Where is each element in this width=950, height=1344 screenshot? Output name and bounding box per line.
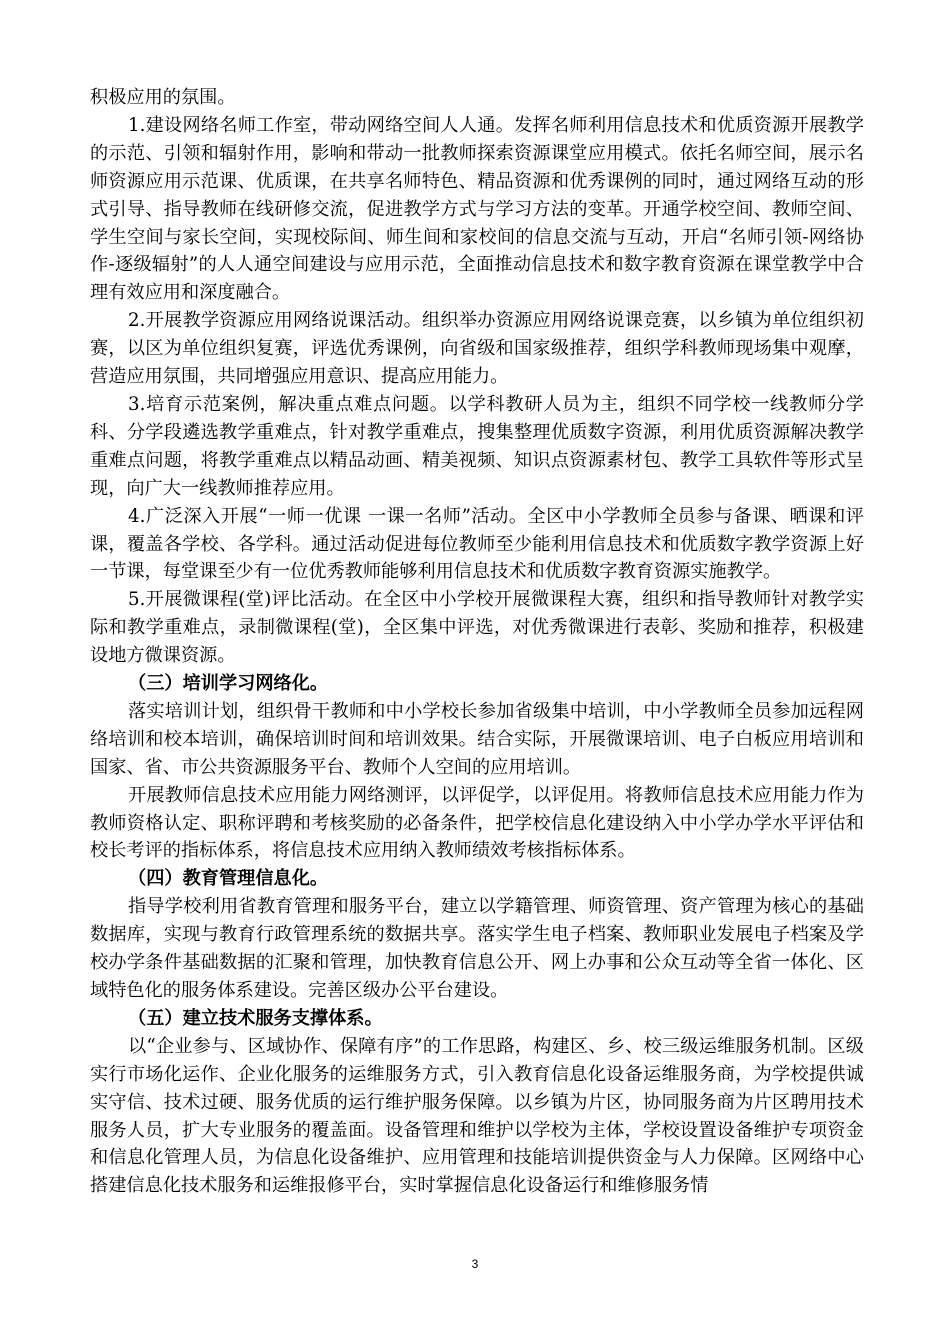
paragraph: 5.开展微课程(堂)评比活动。在全区中小学校开展微课程大赛，组织和指导教师针对教学实际和教学重难点，录制微课程(堂)，全区集中评选，对优秀微课进行表彰、奖励和推荐，积极建设地方微课资源。 — [90, 589, 864, 667]
paragraph: 4.广泛深入开展“一师一优课 一课一名师”活动。全区中小学教师全员参与备课、晒课和评课，覆盖各学校、各学科。通过活动促进每位教师至少能利用信息技术和优质数字教学资源上好一节课，每堂课至少有一位优秀教师能够利用信息技术和优质数字教育资源实施教学。 — [90, 505, 864, 583]
paragraph: 落实培训计划，组织骨干教师和中小学校长参加省级集中培训，中小学教师全员参加远程网络培训和校本培训，确保培训时间和培训效果。结合实际，开展微课培训、电子白板应用培训和国家、省、市公共资源服务平台、教师个人空间的应用培训。 — [90, 700, 864, 778]
paragraph: 积极应用的氛围。 — [90, 87, 236, 108]
page-number: 3 — [471, 1257, 479, 1271]
paragraph: 3.培育示范案例，解决重点难点问题。以学科教研人员为主，组织不同学校一线教师分学科、分学段遴选教学重难点，针对教学重难点，搜集整理优质数字资源，利用优质资源解决教学重难点问题，将教学重难点以精品动画、精美视频、知识点资源素材包、教学工具软件等形式呈现，向广大一线教师推荐应用。 — [90, 393, 864, 499]
paragraph: 指导学校利用省教育管理和服务平台，建立以学籍管理、师资管理、资产管理为核心的基础数据库，实现与教育行政管理系统的数据共享。落实学生电子档案、教师职业发展电子档案及学校办学条件基础数据的汇聚和管理，加快教育信息公开、网上办事和公众互动等全省一体化、区域特色化的服务体系建设。完善区级办公平台建设。 — [90, 896, 864, 1001]
section-heading: （五）建立技术服务支撑体系。 — [128, 1007, 383, 1029]
section-heading: （三）培训学习网络化。 — [128, 673, 329, 695]
section-heading: （四）教育管理信息化。 — [128, 868, 329, 890]
paragraph: 1.建设网络名师工作室，带动网络空间人人通。发挥名师利用信息技术和优质资源开展教学的示范、引领和辐射作用，影响和带动一批教师探索资源课堂应用模式。依托名师空间，展示名师资源应用示范课、优质课，在共享名师特色、精品资源和优秀课例的同时，通过网络互动的形式引导、指导教师在线研修交流，促进教学方式与学习方法的变革。开通学校空间、教师空间、学生空间与家长空间，实现校际间、师生间和家校间的信息交流与互动，开启“名师引领-网络协作-逐级辐射”的人人通空间建设与应用示范，全面推动信息技术和数字教育资源在课堂教学中合理有效应用和深度融合。 — [90, 114, 864, 304]
paragraph: 以“企业参与、区域协作、保障有序”的工作思路，构建区、乡、校三级运维服务机制。区级实行市场化运作、企业化服务的运维服务方式，引入教育信息化设备运维服务商，为学校提供诚实守信、技术过硬、服务优质的运行维护服务保障。以乡镇为片区，协同服务商为片区聘用技术服务人员，扩大专业服务的覆盖面。设备管理和维护以学校为主体，学校设置设备维护专项资金和信息化管理人员，为信息化设备维护、应用管理和技能培训提供资金与人力保障。区网络中心搭建信息化技术服务和运维报修平台，实时掌握信息化设备运行和维修服务情 — [90, 1035, 864, 1197]
paragraph: 开展教师信息技术应用能力网络测评，以评促学，以评促用。将教师信息技术应用能力作为教师资格认定、职称评聘和考核奖励的必备条件，把学校信息化建设纳入中小学办学水平评估和校长考评的指标体系，将信息技术应用纳入教师绩效考核指标体系。 — [90, 784, 864, 862]
document-body — [90, 84, 864, 1200]
paragraph: 2.开展教学资源应用网络说课活动。组织举办资源应用网络说课竞赛，以乡镇为单位组织初赛，以区为单位组织复赛，评选优秀课例，向省级和国家级推荐，组织学科教师现场集中观摩，营造应用氛围，共同增强应用意识、提高应用能力。 — [90, 310, 864, 388]
